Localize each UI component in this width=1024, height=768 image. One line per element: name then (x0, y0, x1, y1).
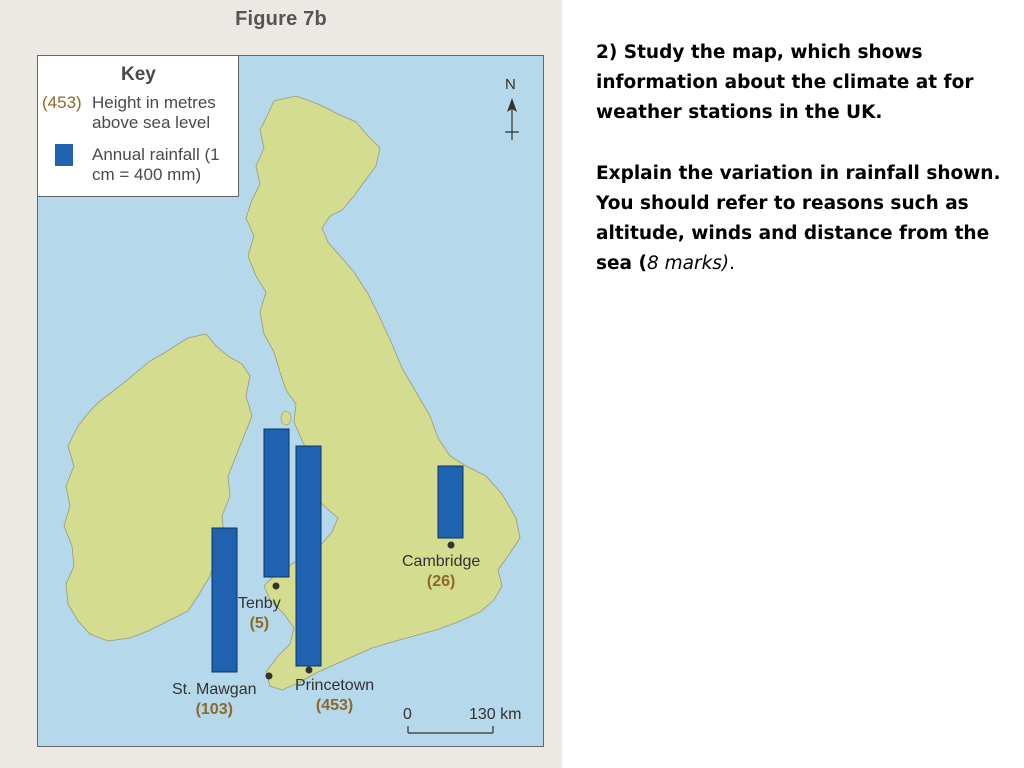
key-title: Key (121, 64, 156, 85)
station-name: Tenby (238, 595, 281, 612)
station-dot-tenby (273, 583, 280, 590)
key-rainfall-label: Annual rainfall (1 cm = 400 mm) (92, 145, 220, 184)
station-altitude: (26) (426, 573, 456, 590)
key-height-label: Height in metres above sea level (92, 93, 216, 132)
rainfall-bar-cambridge (438, 466, 463, 538)
isle-of-man (281, 411, 291, 425)
north-arrow-icon (500, 76, 524, 142)
scale-bar (403, 706, 528, 736)
question-marks: 8 marks) (646, 253, 730, 274)
question-marks-open: ( (638, 253, 647, 274)
question-part-2 (596, 159, 1011, 279)
question-part-1: 2) Study the map, which shows information about the climate at for weather stations in the UK. (596, 42, 974, 123)
scale-start: 0 (403, 706, 412, 723)
rainfall-bar-princetown (296, 446, 321, 666)
station-label-st-mawgan (172, 680, 256, 720)
map-key (38, 56, 239, 197)
figure-title: Figure 7b (235, 8, 327, 30)
map-frame (37, 55, 544, 747)
station-altitude: (5) (249, 615, 270, 632)
rainfall-bar-st-mawgan (212, 528, 237, 672)
station-dot-st-mawgan (266, 673, 273, 680)
station-altitude: (453) (315, 697, 354, 714)
station-label-princetown (295, 676, 374, 716)
north-label: N (505, 76, 516, 93)
station-label-tenby (238, 594, 281, 634)
key-height-value: (453) (42, 93, 82, 112)
station-altitude: (103) (195, 701, 233, 718)
station-name: Cambridge (402, 553, 481, 570)
station-dot-cambridge (448, 542, 455, 549)
great-britain-landmass (246, 96, 520, 690)
question-panel (596, 38, 1011, 279)
question-marks-close: . (729, 253, 736, 274)
station-name: St. Mawgan (172, 681, 257, 698)
key-rainfall-swatch (55, 144, 73, 166)
scale-end: 130 km (469, 706, 522, 723)
rainfall-bar-tenby (264, 429, 289, 577)
station-dot-princetown (306, 667, 313, 674)
station-name: Princetown (295, 677, 375, 694)
question-part-2-text: Explain the variation in rainfall shown. You should refer to reasons such as altitude, winds and distance from the sea (596, 163, 1001, 274)
station-label-cambridge (402, 552, 480, 592)
